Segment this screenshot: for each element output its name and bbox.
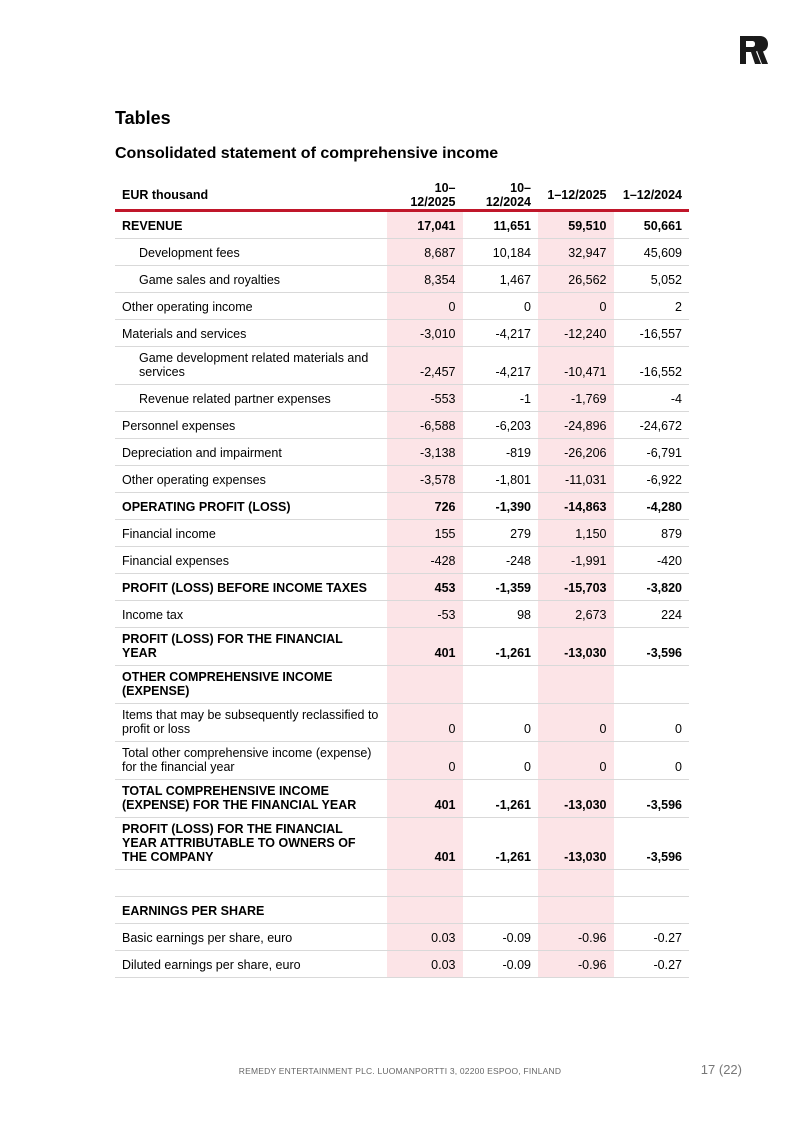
table-row (115, 520, 689, 547)
row-value: 2,673 (538, 601, 614, 628)
row-value: -16,552 (614, 347, 690, 385)
row-value: -53 (387, 601, 463, 628)
row-value: -0.96 (538, 924, 614, 951)
row-value: 0 (614, 704, 690, 742)
row-label: Total other comprehensive income (expense) for the financial year (115, 742, 387, 780)
row-value (538, 897, 614, 924)
table-row (115, 493, 689, 520)
table-body (115, 211, 689, 978)
row-value (463, 870, 539, 897)
row-label: Revenue related partner expenses (115, 385, 387, 412)
row-label: OTHER COMPREHENSIVE INCOME (EXPENSE) (115, 666, 387, 704)
row-value: -10,471 (538, 347, 614, 385)
row-value: -6,203 (463, 412, 539, 439)
row-value (614, 666, 690, 704)
row-value: -4,217 (463, 320, 539, 347)
row-value: 0 (387, 704, 463, 742)
row-label: PROFIT (LOSS) FOR THE FINANCIAL YEAR ATTRIBUTABLE TO OWNERS OF THE COMPANY (115, 818, 387, 870)
row-value: -3,138 (387, 439, 463, 466)
row-label: Game development related materials and services (115, 347, 387, 385)
row-value: -2,457 (387, 347, 463, 385)
row-value: 879 (614, 520, 690, 547)
row-value: -3,820 (614, 574, 690, 601)
row-value: 8,687 (387, 239, 463, 266)
table-row (115, 870, 689, 897)
row-value: -24,672 (614, 412, 690, 439)
table-row (115, 666, 689, 704)
table-row (115, 818, 689, 870)
row-value: -6,588 (387, 412, 463, 439)
row-label: PROFIT (LOSS) BEFORE INCOME TAXES (115, 574, 387, 601)
table-header-row (115, 181, 689, 211)
row-label: OPERATING PROFIT (LOSS) (115, 493, 387, 520)
row-value (387, 897, 463, 924)
row-value: 5,052 (614, 266, 690, 293)
row-value: -428 (387, 547, 463, 574)
row-value: 1,150 (538, 520, 614, 547)
row-label: Materials and services (115, 320, 387, 347)
table-row (115, 347, 689, 385)
row-value: -13,030 (538, 780, 614, 818)
row-value: -1,801 (463, 466, 539, 493)
table-row (115, 601, 689, 628)
row-value: 0 (538, 742, 614, 780)
row-label: Financial expenses (115, 547, 387, 574)
row-value: 726 (387, 493, 463, 520)
row-value: -553 (387, 385, 463, 412)
row-value: -14,863 (538, 493, 614, 520)
row-value: -15,703 (538, 574, 614, 601)
row-value: 0 (614, 742, 690, 780)
row-value: 26,562 (538, 266, 614, 293)
row-value: 401 (387, 628, 463, 666)
row-value: 10,184 (463, 239, 539, 266)
table-row (115, 628, 689, 666)
row-value: 45,609 (614, 239, 690, 266)
row-value: -16,557 (614, 320, 690, 347)
row-value: 0 (463, 293, 539, 320)
row-value (463, 897, 539, 924)
row-value: -819 (463, 439, 539, 466)
column-header: 1–12/2024 (614, 181, 690, 211)
row-value: -6,922 (614, 466, 690, 493)
row-value: 2 (614, 293, 690, 320)
table-row (115, 466, 689, 493)
row-value: 11,651 (463, 211, 539, 239)
table-row (115, 439, 689, 466)
table-row (115, 924, 689, 951)
row-value: 0 (387, 293, 463, 320)
row-label: Income tax (115, 601, 387, 628)
row-value: -0.96 (538, 951, 614, 978)
row-value: -6,791 (614, 439, 690, 466)
row-value (463, 666, 539, 704)
row-value: -4 (614, 385, 690, 412)
row-value: 0.03 (387, 924, 463, 951)
row-value: -420 (614, 547, 690, 574)
row-label: TOTAL COMPREHENSIVE INCOME (EXPENSE) FOR THE FINANCIAL YEAR (115, 780, 387, 818)
table-row (115, 320, 689, 347)
row-value: -1 (463, 385, 539, 412)
row-value: -1,261 (463, 628, 539, 666)
row-value: 59,510 (538, 211, 614, 239)
row-label: EARNINGS PER SHARE (115, 897, 387, 924)
table-row (115, 547, 689, 574)
column-header: 10–12/2024 (463, 181, 539, 211)
row-value: -0.27 (614, 924, 690, 951)
row-value: -3,578 (387, 466, 463, 493)
row-value: -1,390 (463, 493, 539, 520)
column-header: 10–12/2025 (387, 181, 463, 211)
row-value: -248 (463, 547, 539, 574)
row-value: -3,010 (387, 320, 463, 347)
row-label: PROFIT (LOSS) FOR THE FINANCIAL YEAR (115, 628, 387, 666)
row-value (387, 870, 463, 897)
row-value: 0 (387, 742, 463, 780)
table-row (115, 293, 689, 320)
row-value: 401 (387, 780, 463, 818)
row-value: -13,030 (538, 818, 614, 870)
row-value: 0 (538, 293, 614, 320)
table-row (115, 239, 689, 266)
row-label: Items that may be subsequently reclassified to profit or loss (115, 704, 387, 742)
table-row (115, 742, 689, 780)
row-value: 0 (538, 704, 614, 742)
row-label: Basic earnings per share, euro (115, 924, 387, 951)
table-row (115, 780, 689, 818)
row-value: -24,896 (538, 412, 614, 439)
row-label: REVENUE (115, 211, 387, 239)
row-label: Other operating income (115, 293, 387, 320)
remedy-logo-icon (740, 36, 768, 64)
row-value: -11,031 (538, 466, 614, 493)
row-value: -3,596 (614, 818, 690, 870)
row-value: 0 (463, 704, 539, 742)
row-value: -1,769 (538, 385, 614, 412)
row-value: 98 (463, 601, 539, 628)
statement-title: Consolidated statement of comprehensive income (115, 145, 499, 162)
row-label: Other operating expenses (115, 466, 387, 493)
row-value: -1,261 (463, 780, 539, 818)
row-value: 17,041 (387, 211, 463, 239)
row-value: 155 (387, 520, 463, 547)
row-label: Diluted earnings per share, euro (115, 951, 387, 978)
row-value (387, 666, 463, 704)
section-title: Tables (115, 108, 171, 128)
row-value: 1,467 (463, 266, 539, 293)
table-row (115, 574, 689, 601)
row-value: -3,596 (614, 628, 690, 666)
row-value (614, 897, 690, 924)
row-value: 0.03 (387, 951, 463, 978)
row-label: Game sales and royalties (115, 266, 387, 293)
row-value: 50,661 (614, 211, 690, 239)
row-value: -1,261 (463, 818, 539, 870)
column-header: EUR thousand (115, 181, 387, 211)
row-value: 0 (463, 742, 539, 780)
row-value (614, 870, 690, 897)
row-value: 224 (614, 601, 690, 628)
row-label: Financial income (115, 520, 387, 547)
page-number: 17 (22) (700, 1062, 742, 1077)
row-value: 8,354 (387, 266, 463, 293)
row-value: -3,596 (614, 780, 690, 818)
row-value: 453 (387, 574, 463, 601)
table-row (115, 951, 689, 978)
table-row (115, 412, 689, 439)
row-value: -0.09 (463, 924, 539, 951)
table-row (115, 897, 689, 924)
table-row (115, 266, 689, 293)
row-value: -13,030 (538, 628, 614, 666)
row-label: Personnel expenses (115, 412, 387, 439)
income-statement-table (115, 181, 689, 978)
row-value: 279 (463, 520, 539, 547)
row-value: -4,280 (614, 493, 690, 520)
table-row (115, 211, 689, 239)
row-value: -4,217 (463, 347, 539, 385)
row-value: -1,991 (538, 547, 614, 574)
row-value: 401 (387, 818, 463, 870)
row-value (538, 666, 614, 704)
row-label: Development fees (115, 239, 387, 266)
footer-address: REMEDY ENTERTAINMENT PLC. LUOMANPORTTI 3, 02200 ESPOO, FINLAND (238, 1066, 562, 1076)
row-value (538, 870, 614, 897)
table-row (115, 704, 689, 742)
row-value: -0.09 (463, 951, 539, 978)
row-label: Depreciation and impairment (115, 439, 387, 466)
column-header: 1–12/2025 (538, 181, 614, 211)
row-value: -26,206 (538, 439, 614, 466)
row-value: -12,240 (538, 320, 614, 347)
row-label (115, 870, 387, 897)
row-value: 32,947 (538, 239, 614, 266)
row-value: -1,359 (463, 574, 539, 601)
table-row (115, 385, 689, 412)
row-value: -0.27 (614, 951, 690, 978)
